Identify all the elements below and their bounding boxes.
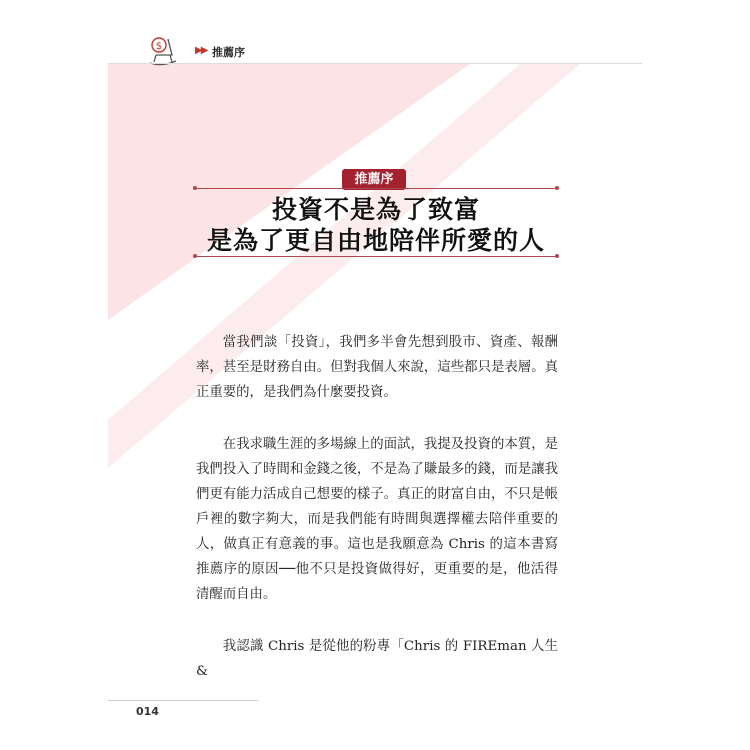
chapter-title-line1: 投資不是為了致富 — [271, 195, 480, 224]
chapter-title-line2: 是為了更自由地陪伴所愛的人 — [206, 226, 545, 255]
body-text — [196, 330, 558, 711]
chapter-badge: 推薦序 — [342, 169, 406, 190]
svg-text:$: $ — [155, 41, 163, 52]
header-divider — [108, 63, 642, 64]
title-rule-bottom — [195, 256, 557, 257]
chapter-title — [190, 194, 562, 256]
rule-dot — [555, 186, 559, 190]
header-arrows: ▶▶ — [195, 45, 207, 56]
paragraph: 當我們談「投資」，我們多半會先想到股市、資產、報酬率，甚至是財務自由。但對我個人來說，這些都只是表層。真正重要的，是我們為什麼要投資。 — [196, 335, 558, 400]
page-number: 014 — [136, 705, 159, 718]
running-header-section: 推薦序 — [212, 46, 245, 59]
paragraph: 在我求職生涯的多場線上的面試，我提及投資的本質，是我們投入了時間和金錢之後，不是為了賺最多的錢，而是讓我們更有能力活成自己想要的樣子。真正的財富自由，不只是帳戶裡的數字夠大，而是我們能有時間與選擇權去陪伴重要的人，做真正有意義的事。這也是我願意為 Chris 的這本書寫推薦序的原因──他不只是投資做得好，更重要的是，他活得清醒而自由。 — [196, 437, 558, 602]
footer-divider — [108, 700, 258, 701]
rule-dot — [555, 254, 559, 258]
rule-dot — [193, 186, 197, 190]
title-rule-top — [195, 188, 557, 189]
rule-dot — [193, 254, 197, 258]
paragraph: 我認識 Chris 是從他的粉專「Chris 的 FIREman 人生 & — [196, 639, 558, 679]
